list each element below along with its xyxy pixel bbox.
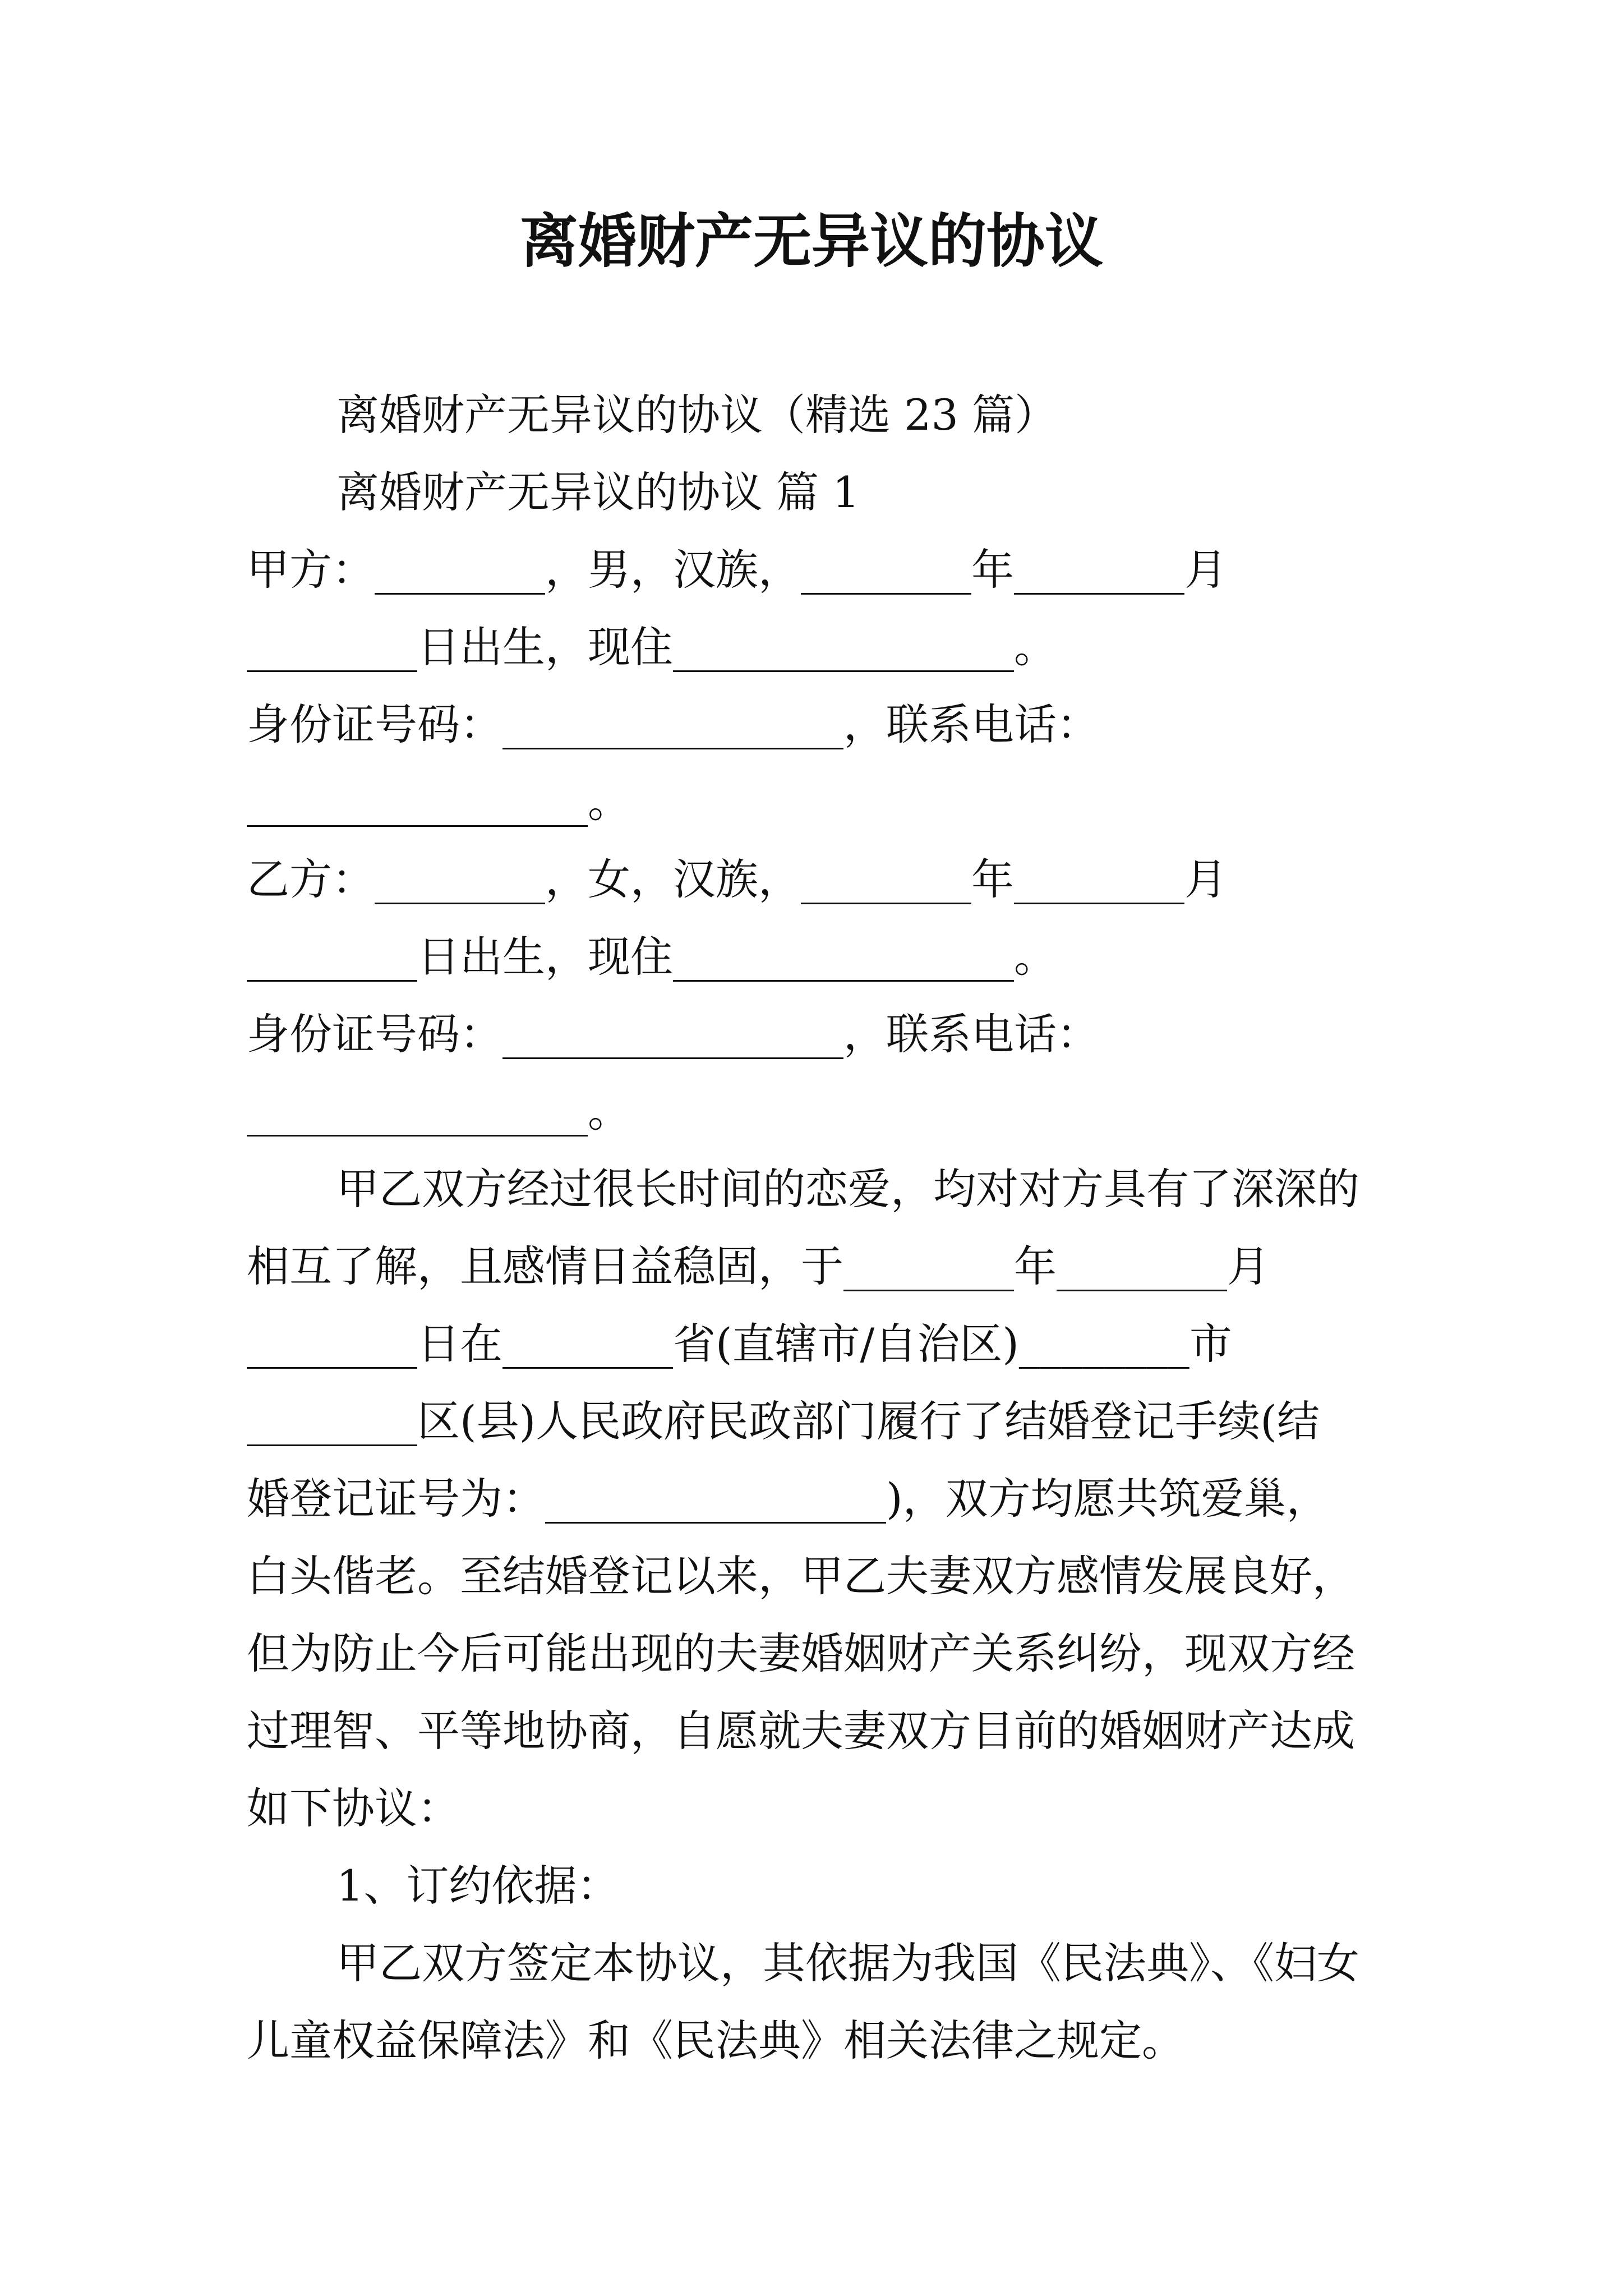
doc-line xyxy=(247,852,1380,908)
paragraph-line: 如下协议： xyxy=(247,1783,460,1833)
id-phone-line: 身份证号码：________________，联系电话： xyxy=(247,1009,1099,1059)
paragraph-line: 婚登记证号为：________________)，双方均愿共筑爱巢， xyxy=(247,1474,1329,1524)
id-phone-line: 身份证号码：________________，联系电话： xyxy=(247,700,1099,749)
paragraph-line: ________日在________省(直辖市/自治区)________市 xyxy=(247,1319,1232,1369)
doc-line: ________日出生，现住________________。 xyxy=(247,622,1057,672)
paragraph-line: 但为防止今后可能出现的夫妻婚姻财产关系纠纷，现双方经 xyxy=(247,1628,1355,1678)
paragraph-line: ________区(县)人民政府民政部门履行了结婚登记手续(结 xyxy=(247,1396,1320,1446)
paragraph-line: 甲乙双方经过很长时间的恋爱，均对对方具有了深深的 xyxy=(336,1164,1359,1214)
doc-line xyxy=(247,1006,1380,1062)
doc-line: ________________。 xyxy=(247,777,630,827)
doc-line: ________________。 xyxy=(247,1087,630,1137)
doc-section-heading: 离婚财产无异议的协议 篇 1 xyxy=(336,467,860,517)
paragraph-line: 白头偕老。至结婚登记以来，甲乙夫妻双方感情发展良好， xyxy=(247,1551,1355,1601)
clause-heading: 1、订约依据： xyxy=(336,1861,620,1911)
party-a-intro: 甲方：________，男，汉族，________年________月 xyxy=(247,545,1227,595)
party-b-intro: 乙方：________，女，汉族，________年________月 xyxy=(247,854,1227,904)
paragraph-line: 儿童权益保障法》和《民法典》相关法律之规定。 xyxy=(247,2016,1184,2065)
paragraph-line: 甲乙双方签定本协议，其依据为我国《民法典》、《妇女 xyxy=(336,1938,1359,1988)
doc-line xyxy=(247,542,1380,598)
paragraph-line: 过理智、平等地协商，自愿就夫妻双方目前的婚姻财产达成 xyxy=(247,1706,1355,1756)
doc-line: ________日出生，现住________________。 xyxy=(247,932,1057,982)
document-title: 离婚财产无异议的协议 xyxy=(519,207,1103,275)
doc-line xyxy=(247,697,1380,753)
doc-subtitle: 离婚财产无异议的协议（精选 23 篇） xyxy=(336,390,1058,440)
paragraph-line: 相互了解，且感情日益稳固，于________年________月 xyxy=(247,1241,1270,1291)
